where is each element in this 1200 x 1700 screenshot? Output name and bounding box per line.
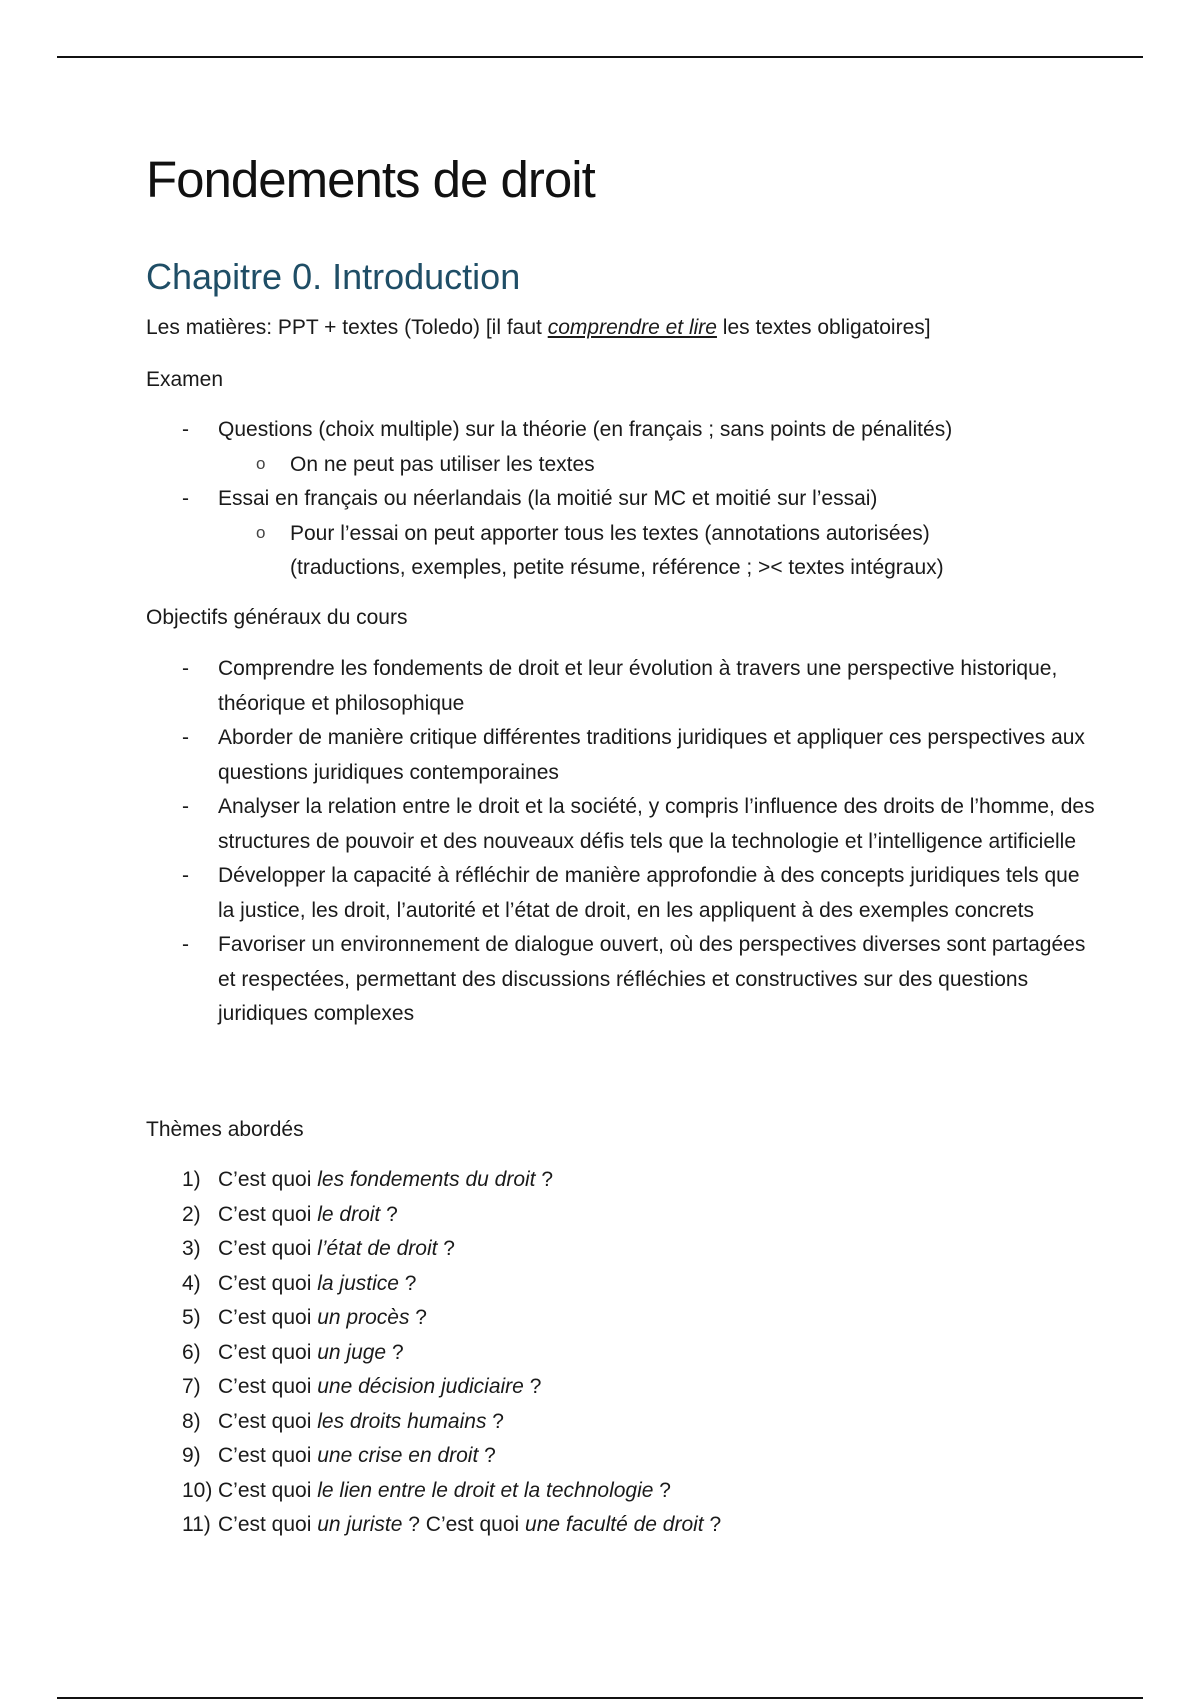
objectifs-heading: Objectifs généraux du cours — [146, 606, 408, 629]
examen-list — [146, 413, 1098, 586]
list-item: 1) C’est quoi les fondements du droit ? — [182, 1168, 554, 1191]
list-item: - Essai en français ou néerlandais (la moitié sur MC et moitié sur l’essai) o Pour l’essai on peut apporter tous les textes (annotations autorisées) (traductions, exemples, petite résume, référence ; >< textes intégraux) — [146, 482, 1098, 586]
objectifs-list — [146, 652, 1098, 1032]
list-item: 8) C’est quoi les droits humains ? — [182, 1409, 504, 1433]
list-item: 11) C’est quoi un juriste ? C’est quoi une faculté de droit ? — [182, 1513, 722, 1536]
top-rule — [57, 56, 1143, 58]
list-item: - Développer la capacité à réfléchir de manière approfondie à des concepts juridiques tels que la justice, les droit, l’autorité et l’état de droit, en les appliquent à des exemples concrets — [146, 859, 1098, 928]
list-item: 7) C’est quoi une décision judiciaire ? — [182, 1375, 542, 1398]
list-item: 9) C’est quoi une crise en droit ? — [182, 1444, 496, 1467]
themes-heading: Thèmes abordés — [146, 1118, 304, 1141]
examen-heading: Examen — [146, 368, 224, 391]
list-item: 4) C’est quoi la justice ? — [182, 1271, 417, 1295]
list-item: - Questions (choix multiple) sur la théorie (en français ; sans points de pénalités) o On ne peut pas utiliser les textes — [146, 413, 1098, 482]
sub-list-item: o On ne peut pas utiliser les textes — [218, 448, 1098, 483]
chapter-heading: Chapitre 0. Introduction — [146, 256, 521, 297]
list-item: - Aborder de manière critique différentes traditions juridiques et appliquer ces perspectives aux questions juridiques contemporaines — [146, 721, 1098, 790]
list-item: - Comprendre les fondements de droit et leur évolution à travers une perspective historique, théorique et philosophique — [146, 652, 1098, 721]
list-item: 5) C’est quoi un procès ? — [182, 1306, 427, 1329]
list-item: 6) C’est quoi un juge ? — [182, 1340, 404, 1364]
themes-list — [146, 1163, 721, 1543]
bottom-rule — [57, 1697, 1143, 1699]
list-item: - Favoriser un environnement de dialogue ouvert, où des perspectives diverses sont partagées et respectées, permettant des discussions réfléchies et constructives sur des questions juridiques complexes — [146, 928, 1098, 1032]
document-title: Fondements de droit — [146, 151, 595, 208]
matieres-text-end: les textes obligatoires] — [716, 316, 931, 339]
list-item: 10) C’est quoi le lien entre le droit et la technologie ? — [182, 1478, 671, 1502]
matieres-text: Les matières: PPT + textes (Toledo) [il faut — [146, 316, 548, 339]
list-item: 3) C’est quoi l’état de droit ? — [182, 1237, 455, 1260]
list-item: 2) C’est quoi le droit ? — [182, 1202, 398, 1226]
matieres-underlined: comprendre et lire — [547, 316, 717, 339]
list-item: - Analyser la relation entre le droit et la société, y compris l’influence des droits de l’homme, des structures de pouvoir et des nouveaux défis tels que la technologie et l’intelligence artificielle — [146, 790, 1098, 859]
sub-list-item: o Pour l’essai on peut apporter tous les textes (annotations autorisées) (traductions, exemples, petite résume, référence ; >< textes intégraux) — [218, 517, 1010, 586]
matieres-line — [146, 311, 931, 345]
